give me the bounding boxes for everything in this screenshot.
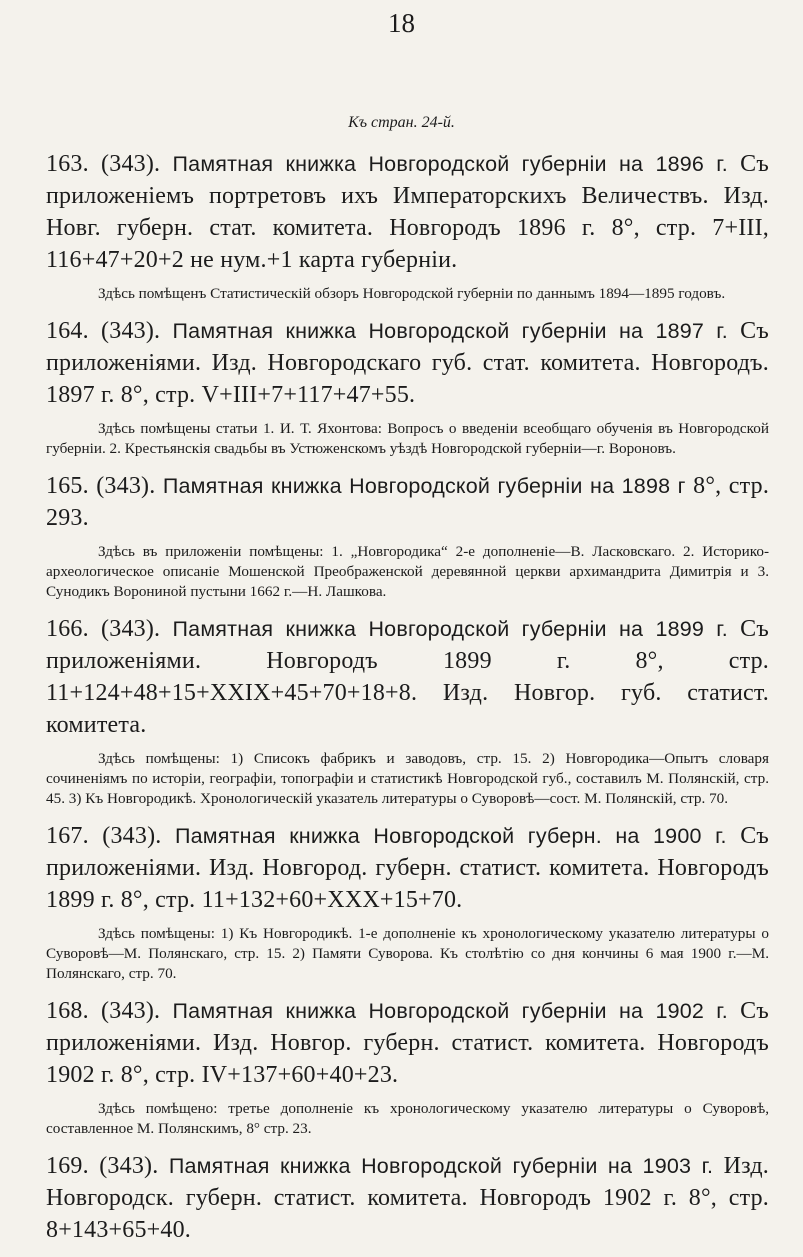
reference-note: Къ стран. 24-й. [348,114,455,131]
entry-main-text [46,470,769,534]
entry-note: Здѣсь помѣщены: 1) Списокъ фабрикъ и заводовъ, стр. 15. 2) Новгородика—Опытъ словаря сочиненіямъ по исторіи, географіи, топографіи и статистикѣ Новгородской губ., составилъ М. Полянскій, стр. 45. 3) Къ Новгородикѣ. Хронологическій указатель литературы о Суворовѣ—сост. М. Полянскій, стр. 70. [46,750,769,807]
entry-number: 166. (343). [46,616,161,642]
bibliography-entry-165 [46,470,769,602]
entry-main-text [46,1150,769,1246]
entry-main-text [46,613,769,741]
bibliography-entry-168 [46,995,769,1139]
bibliography-entry-169 [46,1150,769,1246]
entry-note: Здѣсь помѣщены статьи 1. И. Т. Яхонтова: Вопросъ о введеніи всеобщаго обученія въ Новгородской губерніи. 2. Крестьянскія свадьбы въ Устюженскомъ уѣздѣ Новгородской губерніи—г. Вороновъ. [46,420,769,457]
entry-number: 168. (343). [46,998,161,1024]
entry-title: Памятная книжка Новгородской губерніи на 1903 г. [168,1154,714,1178]
entry-title: Памятная книжка Новгородской губерніи на 1899 г. [172,617,728,641]
entry-title: Памятная книжка Новгородской губерн. на 1900 г. [174,824,727,848]
entry-number: 163. (343). [46,151,161,177]
entry-title: Памятная книжка Новгородской губерніи на 1896 г. [172,152,728,176]
entry-note: Здѣсь помѣщено: третье дополненіе къ хронологическому указателю литературы о Суворовѣ, составленное М. Полянскимъ, 8° стр. 23. [46,1100,769,1137]
entry-details: Изд. Новгородск. губерн. статист. комитета. Новгородъ 1902 г. 8°, стр. 8+143+65+40. [46,1153,769,1243]
entry-details: Съ приложеніями. Изд. Новгородскаго губ. стат. комитета. Новгородъ. 1897 г. 8°, стр. V+III+7+117+47+55. [46,318,769,408]
entry-details: Съ приложеніями. Изд. Новгор. губерн. статист. комитета. Новгородъ 1902 г. 8°, стр. IV+137+60+40+23. [46,998,769,1088]
bibliography-entry-166 [46,613,769,809]
page-number: 18 [388,8,415,38]
entry-details: 8°, стр. 293. [46,473,770,531]
entry-details: Съ приложеніями. Новгородъ 1899 г. 8°, стр. 11+124+48+15+XXIX+45+70+18+8. Изд. Новгор. губ. статист. комитета. [46,616,769,738]
entry-title: Памятная книжка Новгородской губерніи на 1898 г [162,474,686,498]
entry-number: 164. (343). [46,318,161,344]
bibliography-entry-167 [46,820,769,984]
bibliography-entry-163 [46,148,769,304]
entry-title: Памятная книжка Новгородской губерніи на 1902 г. [172,999,728,1023]
entry-number: 169. (343). [46,1153,159,1179]
entry-main-text [46,315,769,411]
entry-details: Съ приложеніемъ портретовъ ихъ Императорскихъ Величествъ. Изд. Новг. губерн. стат. комитета. Новгородъ 1896 г. 8°, стр. 7+III, 116+47+20+2 не нум.+1 карта губерніи. [46,151,769,273]
entry-details: Съ приложеніями. Изд. Новгород. губерн. статист. комитета. Новгородъ 1899 г. 8°, стр. 11+132+60+XXX+15+70. [46,823,770,913]
entry-main-text [46,995,769,1091]
entry-main-text [46,148,769,276]
entry-note: Здѣсь въ приложеніи помѣщены: 1. „Новгородика“ 2-е дополненіе—В. Ласковскаго. 2. Историко-археологическое описаніе Мошенской Преображенской деревянной церкви архимандрита Димитрія и 3. Сунодикъ Воронинoй пустыни 1662 г.—Н. Лашкова. [46,543,769,600]
entry-main-text [46,820,769,916]
entry-note: Здѣсь помѣщены: 1) Къ Новгородикѣ. 1-е дополненіе къ хронологическому указателю литературы о Суворовѣ—М. Полянскаго, стр. 15. 2) Памяти Суворова. Къ столѣтію со дня кончины 6 мая 1900 г.—М. Полянскаго, стр. 70. [46,925,769,982]
entry-number: 165. (343). [46,473,156,499]
entry-title: Памятная книжка Новгородской губерніи на 1897 г. [172,319,728,343]
entry-number: 167. (343). [46,823,162,849]
bibliography-entry-164 [46,315,769,459]
entry-note: Здѣсь помѣщенъ Статистическій обзоръ Новгородской губерніи по даннымъ 1894—1895 годовъ. [98,285,726,302]
entry-list [46,148,769,1257]
